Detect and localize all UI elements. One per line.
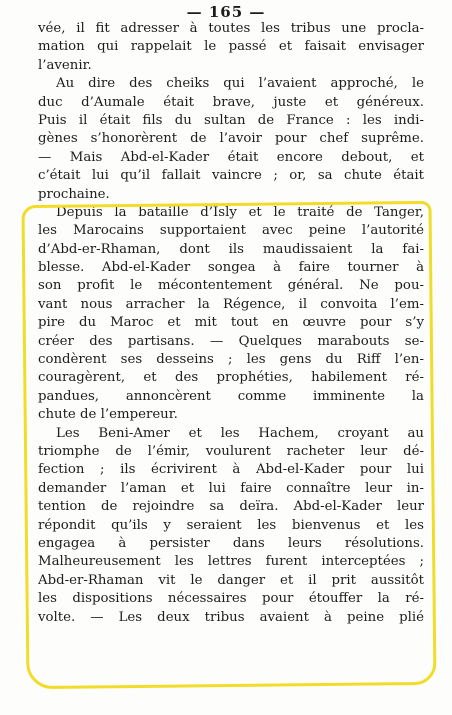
text-line: Puis il était fils du sultan de France : les indi- <box>38 112 424 128</box>
text-line: demander l’aman et lui faire connaître leur in- <box>38 480 424 496</box>
text-line: pire du Maroc et mit tout en œuvre pour s’y <box>38 315 424 331</box>
text-line: vée, il fit adresser à toutes les tribus une procla- <box>38 21 424 36</box>
text-line: engagea à persister dans leurs résolutions. <box>38 535 424 551</box>
paragraph <box>38 425 424 627</box>
text-line: prochaine. <box>38 186 110 202</box>
text-line: mation qui rappelait le passé et faisait envisager <box>38 39 424 55</box>
text-line: c’était lui qu’il fallait vaincre ; or, sa chute était <box>38 168 424 184</box>
text-line: — Mais Abd-el-Kader était encore debout, et <box>38 149 424 165</box>
text-line: condèrent ses desseins ; les gens du Riff l’en- <box>38 352 424 368</box>
paragraph <box>38 20 424 75</box>
text-line: gènes s’honorèrent de l’avoir pour chef suprême. <box>38 131 424 147</box>
text-line: fection ; ils écrivirent à Abd-el-Kader pour lui <box>38 462 424 478</box>
text-line: son profit le mécontentement général. Ne pou- <box>38 278 424 294</box>
paragraph <box>38 204 424 425</box>
text-line: répondit qu’ils y seraient les bienvenus et les <box>38 517 424 533</box>
text-line: triomphe de l’émir, voulurent racheter leur dé- <box>38 443 424 459</box>
text-line: les Marocains supportaient avec peine l’autorité <box>38 223 424 239</box>
text-line: Au dire des cheiks qui l’avaient approché, le <box>56 76 424 92</box>
text-line: couragèrent, et des prophéties, habilement ré- <box>38 370 424 386</box>
text-line: Malheureusement les lettres furent interceptées ; <box>38 554 424 570</box>
text-line: tention de rejoindre sa deïra. Abd-el-Kader leur <box>38 499 424 515</box>
text-line: l’avenir. <box>38 57 92 73</box>
text-line: blesse. Abd-el-Kader songea à faire tourner à <box>38 260 424 276</box>
text-line: pandues, annoncèrent comme imminente la <box>38 388 424 404</box>
text-line: chute de l’empereur. <box>38 407 178 423</box>
text-line: duc d’Aumale était brave, juste et généreux. <box>38 94 424 110</box>
paragraph <box>38 75 424 204</box>
text-line: créer des partisans. — Quelques marabouts se- <box>38 333 424 349</box>
text-line: Abd-er-Rhaman vit le danger et il prit aussitôt <box>38 572 424 588</box>
text-line: Depuis la bataille d’Isly et le traité de Tanger, <box>56 204 424 220</box>
text-line: les dispositions nécessaires pour étouffer la ré- <box>38 591 424 607</box>
page-text <box>38 20 424 627</box>
text-line: Les Beni-Amer et les Hachem, croyant au <box>56 425 424 441</box>
text-line: d’Abd-er-Rhaman, dont ils maudissaient la fai- <box>38 241 424 257</box>
text-line: volte. — Les deux tribus avaient à peine plié <box>38 609 424 625</box>
page-number: — 165 — <box>186 3 266 21</box>
text-line: vant nous arracher la Régence, il convoita l’em- <box>38 296 424 312</box>
